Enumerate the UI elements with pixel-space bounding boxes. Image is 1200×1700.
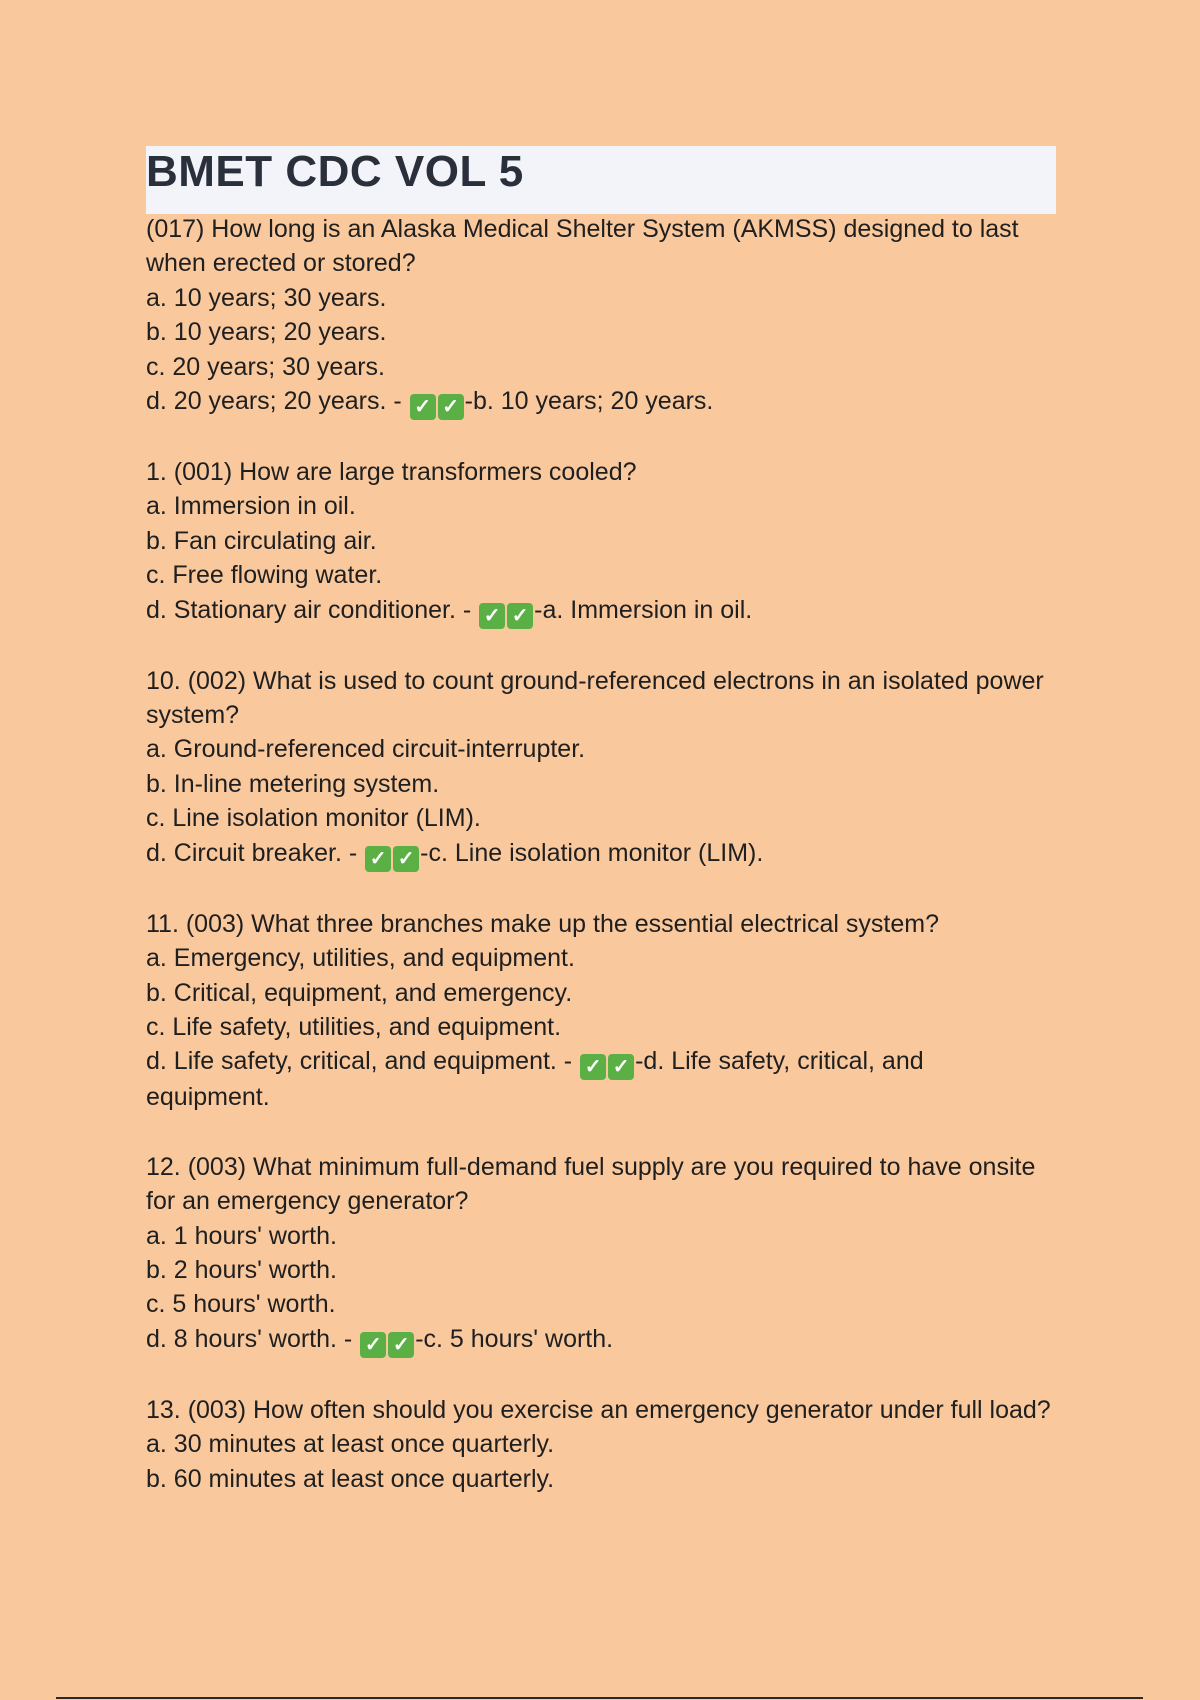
check-mark-icon: ✓ xyxy=(393,846,419,872)
question-text: 1. (001) How are large transformers cooled? xyxy=(146,458,637,487)
question-text: (017) How long is an Alaska Medical Shelter System (AKMSS) designed to last when erected or stored? xyxy=(146,215,1019,278)
answer-option: c. Line isolation monitor (LIM). xyxy=(146,804,481,833)
answer-option: a. Emergency, utilities, and equipment. xyxy=(146,944,575,973)
answer-option: d. Circuit breaker. - xyxy=(146,838,358,867)
answer-option: b. In-line metering system. xyxy=(146,769,440,798)
correct-answer: -c. 5 hours' worth. xyxy=(415,1324,614,1353)
answer-option: c. Life safety, utilities, and equipment. xyxy=(146,1012,562,1041)
answer-option-with-key xyxy=(146,1322,1056,1358)
document-title: BMET CDC VOL 5 xyxy=(146,147,524,196)
answer-option-with-key xyxy=(146,1044,1056,1080)
answer-option: b. Fan circulating air. xyxy=(146,526,377,555)
answer-option: a. Ground-referenced circuit-interrupter. xyxy=(146,735,586,764)
answer-option: a. 30 minutes at least once quarterly. xyxy=(146,1430,555,1459)
check-mark-icon: ✓ xyxy=(365,846,391,872)
check-mark-icon: ✓ xyxy=(360,1332,386,1358)
check-mark-icon: ✓ xyxy=(438,394,464,420)
correct-answer: -a. Immersion in oil. xyxy=(534,595,753,624)
question-block xyxy=(146,212,1056,420)
answer-option: c. 5 hours' worth. xyxy=(146,1290,336,1319)
question-block xyxy=(146,907,1056,1115)
answer-option-with-key xyxy=(146,836,1056,872)
answer-option: d. 8 hours' worth. - xyxy=(146,1324,353,1353)
answer-option-with-key xyxy=(146,593,1056,629)
question-block xyxy=(146,1393,1056,1496)
answer-option: a. 10 years; 30 years. xyxy=(146,283,387,312)
check-mark-icon: ✓ xyxy=(580,1054,606,1080)
question-block xyxy=(146,664,1056,872)
answer-option: d. Life safety, critical, and equipment. - xyxy=(146,1047,573,1076)
correct-answer: -b. 10 years; 20 years. xyxy=(464,387,714,416)
answer-option: b. 60 minutes at least once quarterly. xyxy=(146,1464,555,1493)
question-text: 11. (003) What three branches make up the essential electrical system? xyxy=(146,909,939,938)
answer-option: a. 1 hours' worth. xyxy=(146,1221,337,1250)
answer-option: c. 20 years; 30 years. xyxy=(146,352,386,381)
check-mark-icon: ✓ xyxy=(507,603,533,629)
answer-option: a. Immersion in oil. xyxy=(146,492,356,521)
correct-answer-continued: equipment. xyxy=(146,1083,270,1112)
question-block xyxy=(146,455,1056,629)
check-mark-icon: ✓ xyxy=(388,1332,414,1358)
question-text: 12. (003) What minimum full-demand fuel supply are you required to have onsite for an emergency generator? xyxy=(146,1152,1036,1216)
question-list xyxy=(146,212,1056,1531)
question-block xyxy=(146,1150,1056,1358)
answer-option: b. Critical, equipment, and emergency. xyxy=(146,978,573,1007)
correct-answer: -d. Life safety, critical, and xyxy=(635,1047,924,1076)
check-mark-icon: ✓ xyxy=(608,1054,634,1080)
check-mark-icon: ✓ xyxy=(479,603,505,629)
answer-option-with-key xyxy=(146,384,1056,420)
page-bottom-rule xyxy=(56,1697,1143,1699)
question-text: 13. (003) How often should you exercise an emergency generator under full load? xyxy=(146,1395,1051,1424)
check-mark-icon: ✓ xyxy=(410,394,436,420)
answer-option: b. 2 hours' worth. xyxy=(146,1255,337,1284)
answer-option: d. 20 years; 20 years. - xyxy=(146,387,402,416)
answer-option: c. Free flowing water. xyxy=(146,561,383,590)
answer-option: d. Stationary air conditioner. - xyxy=(146,595,472,624)
question-text: 10. (002) What is used to count ground-referenced electrons in an isolated power system? xyxy=(146,666,1044,730)
correct-answer: -c. Line isolation monitor (LIM). xyxy=(420,838,764,867)
answer-option: b. 10 years; 20 years. xyxy=(146,318,387,347)
